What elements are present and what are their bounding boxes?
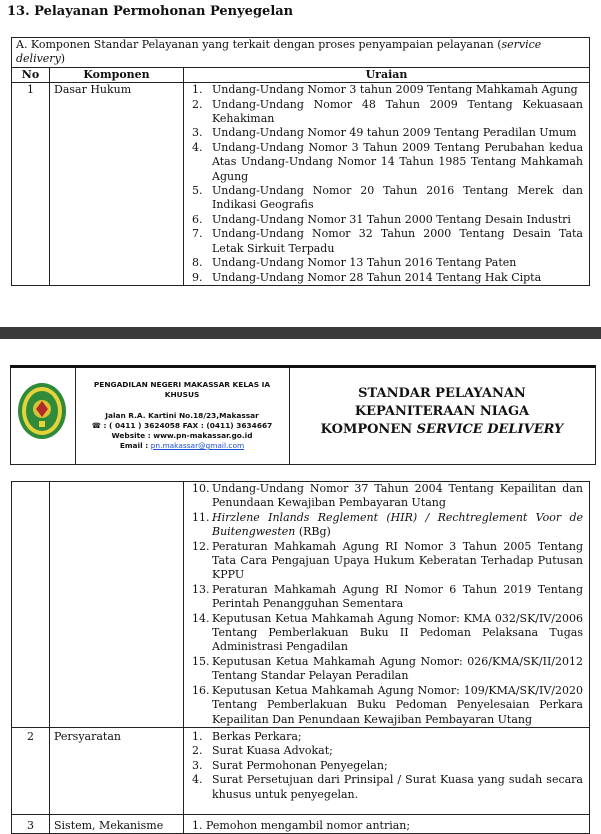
service-table-1 [11,37,590,286]
court-name: PENGADILAN NEGERI MAKASSAR KELAS IA KHUSUS [93,380,271,399]
title-line-3: KOMPONEN SERVICE DELIVERY [320,422,564,437]
service-table-2 [11,481,590,834]
court-address: Jalan R.A. Kartini No.18/23,Makassar [105,411,259,420]
list-item: 14. Keputusan Ketua Mahkamah Agung Nomor: KMA 032/SK/IV/2006 Tentang Pemberlakuan Buku II Pedoman Pelaksana Tugas Administrasi Pengadilan [192,611,583,654]
court-phone: ☎ : ( 0411 ) 3624058 FAX : (0411) 3634667 [91,421,273,430]
row-component: Sistem, Mekanisme [50,814,184,833]
email-link[interactable]: pn.makassar@gmail.com [150,441,245,450]
list-item: 1. Berkas Perkara; [192,729,302,743]
email-label: Email : [119,441,151,450]
list-item: 6. Undang-Undang Nomor 31 Tahun 2000 Tentang Desain Industri [192,212,571,226]
list-item: 2. Surat Kuasa Advokat; [192,744,333,758]
list-item: 2. Undang-Undang Nomor 48 Tahun 2009 Tentang Kekuasaan Kehakiman [192,97,583,126]
list-item: 4. Undang-Undang Nomor 3 Tahun 2009 Tentang Perubahan kedua Atas Undang-Undang Nomor 14 Tahun 1985 Tentang Mahkamah Agung [192,140,583,183]
row-number: 1 [12,83,50,286]
list-item: 3. Surat Permohonan Penyegelan; [192,758,388,772]
document-title [289,368,595,465]
list-item: 7. Undang-Undang Nomor 32 Tahun 2000 Tentang Desain Tata Letak Sirkuit Terpadu [192,227,583,255]
list-item: 1. Undang-Undang Nomor 3 tahun 2009 Tentang Mahkamah Agung [192,83,578,97]
section-title: 13. Pelayanan Permohonan Penyegelan [7,4,294,19]
legal-basis-list [188,83,583,285]
row-number: 2 [12,727,50,814]
list-item: 13. Peraturan Mahkamah Agung RI Nomor 6 Tahun 2019 Tentang Perintah Penangguhan Sementara [192,582,583,611]
row-number: 3 [12,814,50,833]
row-component: Persyaratan [50,727,184,814]
legal-basis-list-continued [188,482,583,727]
list-item: 5. Undang-Undang Nomor 20 Tahun 2016 Tentang Merek dan Indikasi Geografis [192,184,583,212]
list-item: 8. Undang-Undang Nomor 13 Tahun 2016 Tentang Paten [192,256,517,270]
list-item: 10. Undang-Undang Nomor 37 Tahun 2004 Tentang Kepailitan dan Penundaan Kewajiban Pembayaran Utang [192,482,583,510]
logo-cell [11,368,76,465]
requirements-list [188,730,583,802]
header-komponen: Komponen [50,67,184,82]
list-item: 16. Keputusan Ketua Mahkamah Agung Nomor: 109/KMA/SK/IV/2020 Tentang Pemberlakuan Buku Pedoman Penyelesaian Perkara Kepailitan Dan Penundaan Kewajiban Pembayaran Utang [192,683,583,726]
row-component [50,482,184,728]
title-line-2: KEPANITERAAN NIAGA [354,404,530,419]
row-number [12,482,50,728]
row-component: Dasar Hukum [50,83,184,286]
page-separator [0,327,601,339]
list-item: 3. Undang-Undang Nomor 49 tahun 2009 Tentang Peradilan Umum [192,126,577,140]
list-item: 4. Surat Persetujuan dari Prinsipal / Surat Kuasa yang sudah secara khusus untuk penyegelan. [192,773,583,801]
table-caption: A. Komponen Standar Pelayanan yang terkait dengan proses penyampaian pelayanan (service delivery) [12,38,590,68]
header-uraian: Uraian [184,67,590,82]
procedure-first-item: 1. Pemohon mengambil nomor antrian; [184,814,590,833]
header-no: No [12,67,50,82]
list-item: 15. Keputusan Ketua Mahkamah Agung Nomor: 026/KMA/SK/II/2012 Tentang Standar Pelayan Peradilan [192,654,583,683]
document-header [10,365,596,465]
list-item: 9. Undang-Undang Nomor 28 Tahun 2014 Tentang Hak Cipta [192,270,542,284]
title-line-1: STANDAR PELAYANAN [358,386,526,401]
court-info [75,368,290,465]
list-item: 12. Peraturan Mahkamah Agung RI Nomor 3 Tahun 2005 Tentang Tata Cara Pengajuan Upaya Hukum Keberatan Terhadap Putusan KPPU [192,539,583,582]
court-emblem-icon [16,381,68,441]
court-website: Website : www.pn-makassar.go.id [111,431,253,440]
list-item: 11. Hirzlene Inlands Reglement (HIR) / Rechtreglement Voor de Buitengwesten (RBg) [192,510,583,539]
